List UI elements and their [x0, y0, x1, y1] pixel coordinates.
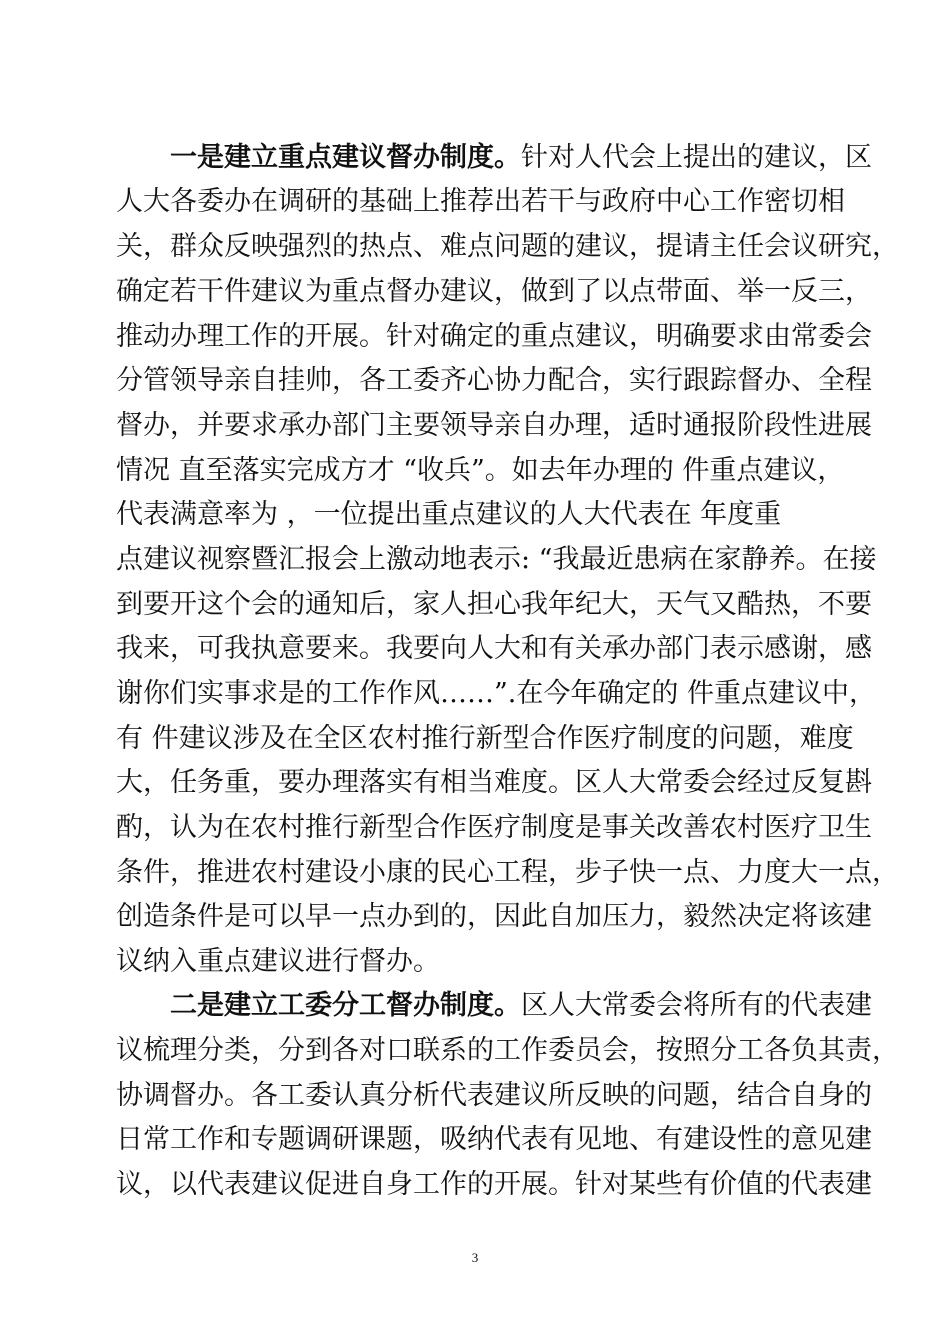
- paragraph-1-line-18: 创造条件是可以早一点办到的，因此自加压力，毅然决定将该建: [116, 901, 872, 932]
- paragraph-1-line-14: 有 件建议涉及在全区农村推行新型合作医疗制度的问题，难度: [116, 723, 854, 754]
- paragraph-2-line-5: 议，以代表建议促进自身工作的开展。针对某些有价值的代表建: [116, 1169, 872, 1200]
- paragraph-1-line-13: 谢你们实事求是的工作作风……”.在今年确定的 件重点建议中，: [116, 678, 876, 709]
- paragraph-2-line-4: 日常工作和专题调研课题，吸纳代表有见地、有建设性的意见建: [116, 1124, 872, 1155]
- paragraph-1-line-15: 大，任务重，要办理落实有相当难度。区人大常委会经过反复斟: [116, 767, 872, 798]
- paragraph-1-line-5: 推动办理工作的开展。针对确定的重点建议，明确要求由常委会: [116, 321, 872, 352]
- paragraph-1-line-2: 人大各委办在调研的基础上推荐出若干与政府中心工作密切相: [116, 186, 845, 217]
- paragraph-2-line-2: 议梳理分类，分到各对口联系的工作委员会，按照分工各负其责，: [116, 1035, 899, 1066]
- paragraph-1-line-10: 点建议视察暨汇报会上激动地表示: “我最近患病在家静养。在接: [116, 544, 877, 575]
- paragraph-1-line-17: 条件，推进农村建设小康的民心工程，步子快一点、力度大一点，: [116, 857, 899, 888]
- paragraph-2-line-3: 协调督办。各工委认真分析代表建议所反映的问题，结合自身的: [116, 1080, 872, 1111]
- page-number: 3: [471, 1250, 479, 1265]
- paragraph-1-line-19: 议纳入重点建议进行督办。: [116, 946, 440, 977]
- paragraph-1-line-8: 情况 直至落实完成方才 “收兵”。如去年办理的 件重点建议，: [116, 455, 845, 486]
- paragraph-2-line-1: [170, 986, 872, 1026]
- paragraph-1-line-12: 我来，可我执意要来。我要向人大和有关承办部门表示感谢，感: [116, 633, 872, 664]
- paragraph-1-line-4: 确定若干件建议为重点督办建议，做到了以点带面、举一反三，: [116, 276, 872, 307]
- paragraph-1-line-1-text: 针对人代会上提出的建议，区: [521, 142, 872, 173]
- paragraph-1-line-9: 代表满意率为 ，一位提出重点建议的人大代表在 年度重: [116, 499, 782, 530]
- paragraph-1-line-16: 酌，认为在农村推行新型合作医疗制度是事关改善农村医疗卫生: [116, 812, 872, 843]
- paragraph-2-lead: 二是建立工委分工督办制度。: [170, 990, 521, 1021]
- paragraph-1-lead: 一是建立重点建议督办制度。: [170, 142, 521, 173]
- paragraph-1-line-6: 分管领导亲自挂帅，各工委齐心协力配合，实行跟踪督办、全程: [116, 365, 872, 396]
- paragraph-1-line-3: 关，群众反映强烈的热点、难点问题的建议，提请主任会议研究，: [116, 231, 899, 262]
- paragraph-2-line-1-text: 区人大常委会将所有的代表建: [521, 990, 872, 1021]
- paragraph-1-line-11: 到要开这个会的通知后，家人担心我年纪大，天气又酷热，不要: [116, 589, 872, 620]
- paragraph-1-line-7: 督办，并要求承办部门主要领导亲自办理，适时通报阶段性进展: [116, 410, 872, 441]
- paragraph-1-line-1: [170, 138, 872, 178]
